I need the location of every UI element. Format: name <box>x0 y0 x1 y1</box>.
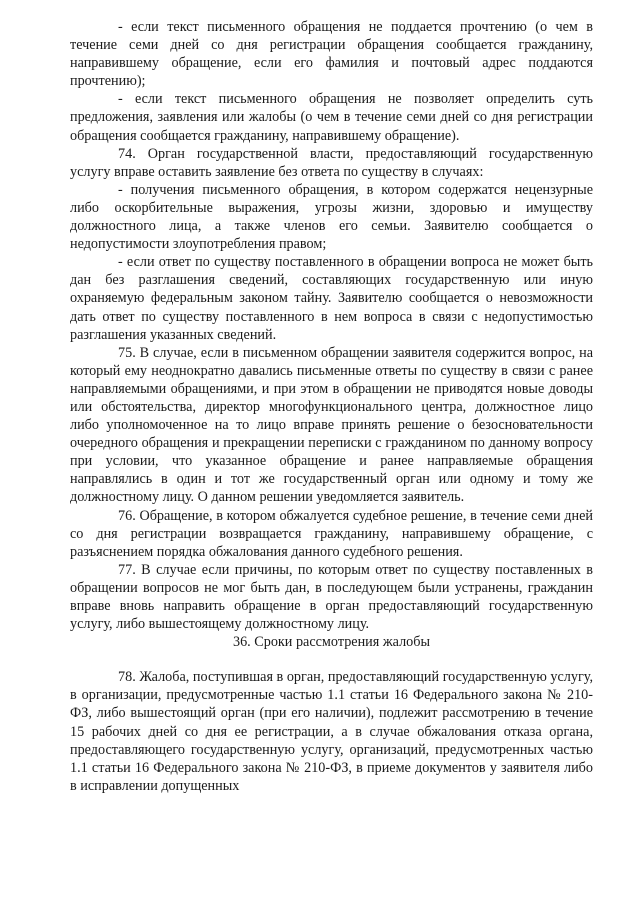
paragraph-offensive-expressions: - получения письменного обращения, в котором содержатся нецензурные либо оскорбительные выражения, угрозы жизни, здоровью и имуществу должностного лица, а также членов его семьи. Заявителю сообщается о недопустимости злоупотребления правом; <box>70 181 593 253</box>
paragraph-74: 74. Орган государственной власти, предоставляющий государственную услугу вправе оставить заявление без ответа по существу в случаях: <box>70 145 593 180</box>
paragraph-state-secret: - если ответ по существу поставленного в обращении вопроса не может быть дан без разглашения сведений, составляющих государственную или иную охраняемую федеральным законом тайну. Заявителю сообщается о невозможности дать ответ по существу поставленного в нем вопроса в связи с недопустимостью разглашения указанных сведений. <box>70 254 593 343</box>
section-heading: 36. Сроки рассмотрения жалобы <box>232 634 430 651</box>
paragraph-75: 75. В случае, если в письменном обращении заявителя содержится вопрос, на который ему неоднократно давались письменные ответы по существу в связи с ранее направляемыми обращениями, и при этом в обращении не приводятся новые доводы или обстоятельства, директор многофункционального центра, должностное лицо либо уполномоченное на то лицо вправе принять решение о безосновательности очередного обращения и прекращении переписки с гражданином по данному вопросу при условии, что указанное обращение и ранее направляемые обращения направлялись в один и тот же государственный орган или одному и тому же должностному лицу. О данном решении уведомляется заявитель. <box>70 344 593 506</box>
paragraph-77: 77. В случае если причины, по которым ответ по существу поставленных в обращении вопросов не мог быть дан, в последующем были устранены, гражданин вправе вновь направить обращение в орган предоставляющий государственную услугу, либо вышестоящему должностному лицу. <box>70 561 593 633</box>
document-page <box>70 18 593 795</box>
paragraph-76: 76. Обращение, в котором обжалуется судебное решение, в течение семи дней со дня регистрации возвращается гражданину, направившему обращение, с разъяснением порядка обжалования данного судебного решения. <box>70 507 593 560</box>
paragraph-unreadable-text: - если текст письменного обращения не поддается прочтению (о чем в течение семи дней со дня регистрации обращения сообщается гражданину, направившему обращение, если его фамилия и почтовый адрес поддаются прочтению); <box>70 19 593 90</box>
paragraph-78: 78. Жалоба, поступившая в орган, предоставляющий государственную услугу, в организации, предусмотренные частью 1.1 статьи 16 Федерального закона № 210-ФЗ, либо вышестоящий орган (при его наличии), подлежит рассмотрению в течение 15 рабочих дней со дня ее регистрации, а в случае обжалования отказа органа, предоставляющего государственную услугу, организаций, предусмотренных частью 1.1 статьи 16 Федерального закона № 210-ФЗ, в приеме документов у заявителя либо в исправлении допущенных <box>70 669 593 794</box>
paragraph-undefined-essence: - если текст письменного обращения не позволяет определить суть предложения, заявления или жалобы (о чем в течение семи дней со дня регистрации обращения сообщается гражданину, направившему обращение). <box>70 91 593 144</box>
